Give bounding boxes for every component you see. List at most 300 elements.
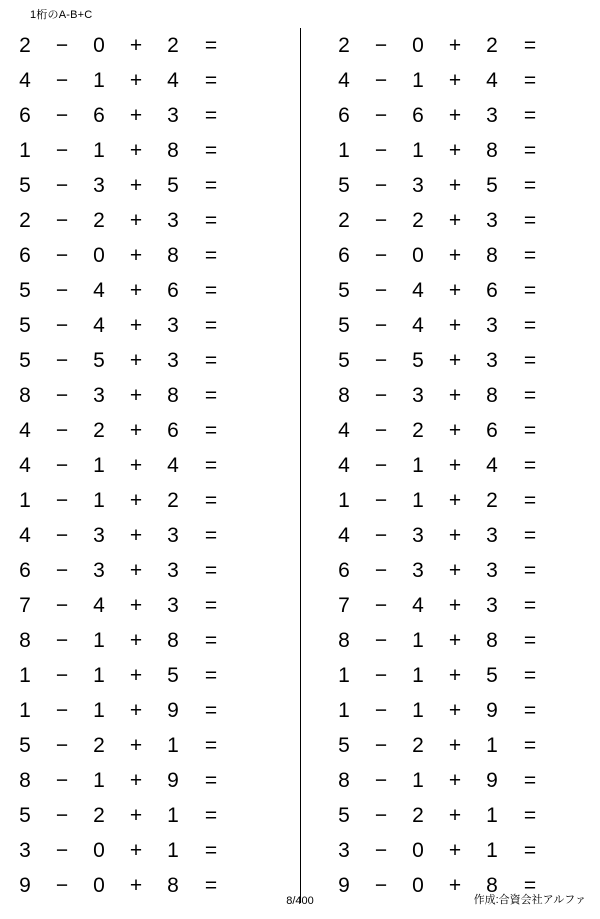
equals-operator-icon: = (523, 489, 537, 512)
minus-operator-icon: − (55, 839, 69, 862)
minus-operator-icon: − (374, 559, 388, 582)
operand-a: 6 (19, 244, 31, 267)
operand-c: 5 (167, 174, 179, 197)
equals-operator-icon: = (523, 734, 537, 757)
problem-row (301, 588, 600, 623)
plus-operator-icon: + (129, 279, 143, 302)
equals-operator-icon: = (523, 419, 537, 442)
plus-operator-icon: + (448, 279, 462, 302)
minus-operator-icon: − (55, 524, 69, 547)
operand-c: 1 (486, 839, 498, 862)
problem-row (301, 238, 600, 273)
operand-a: 4 (19, 454, 31, 477)
problem-list-right (301, 28, 600, 903)
operand-b: 1 (412, 664, 424, 687)
problem-row (301, 798, 600, 833)
operand-c: 1 (167, 804, 179, 827)
minus-operator-icon: − (374, 174, 388, 197)
minus-operator-icon: − (55, 559, 69, 582)
plus-operator-icon: + (129, 104, 143, 127)
plus-operator-icon: + (448, 524, 462, 547)
equals-operator-icon: = (204, 419, 218, 442)
minus-operator-icon: − (55, 349, 69, 372)
operand-b: 4 (93, 314, 105, 337)
operand-b: 4 (93, 279, 105, 302)
operand-b: 1 (93, 629, 105, 652)
problem-row (0, 833, 300, 868)
equals-operator-icon: = (204, 244, 218, 267)
minus-operator-icon: − (55, 419, 69, 442)
equals-operator-icon: = (523, 244, 537, 267)
equals-operator-icon: = (523, 454, 537, 477)
problem-row (301, 378, 600, 413)
problem-row (301, 98, 600, 133)
operand-c: 3 (486, 349, 498, 372)
operand-c: 5 (486, 664, 498, 687)
operand-c: 3 (167, 104, 179, 127)
problem-row (0, 378, 300, 413)
operand-b: 2 (93, 419, 105, 442)
problem-row (0, 448, 300, 483)
problem-row (0, 413, 300, 448)
plus-operator-icon: + (129, 139, 143, 162)
plus-operator-icon: + (448, 629, 462, 652)
plus-operator-icon: + (129, 839, 143, 862)
operand-a: 5 (338, 174, 350, 197)
operand-b: 3 (412, 384, 424, 407)
plus-operator-icon: + (129, 594, 143, 617)
operand-a: 4 (338, 454, 350, 477)
operand-c: 8 (167, 139, 179, 162)
problem-columns (0, 28, 600, 903)
minus-operator-icon: − (374, 69, 388, 92)
minus-operator-icon: − (374, 524, 388, 547)
plus-operator-icon: + (448, 139, 462, 162)
operand-a: 4 (338, 419, 350, 442)
operand-b: 3 (93, 524, 105, 547)
problem-row (0, 203, 300, 238)
minus-operator-icon: − (374, 734, 388, 757)
minus-operator-icon: − (374, 104, 388, 127)
plus-operator-icon: + (448, 594, 462, 617)
operand-a: 1 (19, 664, 31, 687)
minus-operator-icon: − (55, 489, 69, 512)
equals-operator-icon: = (204, 559, 218, 582)
operand-c: 3 (167, 524, 179, 547)
operand-b: 0 (412, 839, 424, 862)
minus-operator-icon: − (374, 209, 388, 232)
operand-c: 3 (167, 594, 179, 617)
operand-a: 1 (19, 139, 31, 162)
problem-row (0, 623, 300, 658)
operand-b: 1 (93, 69, 105, 92)
equals-operator-icon: = (204, 734, 218, 757)
operand-c: 4 (167, 454, 179, 477)
equals-operator-icon: = (523, 699, 537, 722)
equals-operator-icon: = (204, 699, 218, 722)
minus-operator-icon: − (374, 699, 388, 722)
operand-c: 2 (486, 489, 498, 512)
operand-b: 2 (412, 804, 424, 827)
minus-operator-icon: − (55, 139, 69, 162)
plus-operator-icon: + (448, 734, 462, 757)
problem-row (301, 63, 600, 98)
operand-c: 3 (486, 524, 498, 547)
operand-a: 1 (338, 699, 350, 722)
operand-c: 8 (167, 629, 179, 652)
operand-a: 4 (19, 69, 31, 92)
minus-operator-icon: − (374, 489, 388, 512)
plus-operator-icon: + (448, 419, 462, 442)
minus-operator-icon: − (374, 139, 388, 162)
equals-operator-icon: = (204, 489, 218, 512)
operand-c: 4 (167, 69, 179, 92)
equals-operator-icon: = (523, 139, 537, 162)
plus-operator-icon: + (448, 804, 462, 827)
problem-row (0, 518, 300, 553)
equals-operator-icon: = (204, 629, 218, 652)
operand-c: 9 (486, 769, 498, 792)
operand-b: 1 (93, 769, 105, 792)
equals-operator-icon: = (204, 524, 218, 547)
problem-row (0, 98, 300, 133)
minus-operator-icon: − (55, 699, 69, 722)
minus-operator-icon: − (55, 174, 69, 197)
problem-row (301, 518, 600, 553)
operand-b: 2 (412, 209, 424, 232)
operand-b: 6 (93, 104, 105, 127)
plus-operator-icon: + (129, 419, 143, 442)
plus-operator-icon: + (448, 244, 462, 267)
operand-c: 3 (486, 209, 498, 232)
operand-b: 2 (93, 734, 105, 757)
problem-row (301, 133, 600, 168)
plus-operator-icon: + (129, 489, 143, 512)
plus-operator-icon: + (129, 559, 143, 582)
operand-c: 8 (167, 244, 179, 267)
operand-b: 1 (412, 489, 424, 512)
equals-operator-icon: = (204, 874, 218, 897)
operand-a: 5 (338, 804, 350, 827)
equals-operator-icon: = (523, 174, 537, 197)
minus-operator-icon: − (374, 349, 388, 372)
minus-operator-icon: − (55, 594, 69, 617)
operand-c: 1 (167, 734, 179, 757)
plus-operator-icon: + (129, 664, 143, 687)
minus-operator-icon: − (374, 664, 388, 687)
operand-c: 4 (486, 454, 498, 477)
plus-operator-icon: + (129, 349, 143, 372)
minus-operator-icon: − (374, 769, 388, 792)
problem-row (0, 168, 300, 203)
plus-operator-icon: + (448, 104, 462, 127)
operand-a: 8 (338, 384, 350, 407)
problem-row (301, 658, 600, 693)
operand-a: 4 (19, 524, 31, 547)
operand-b: 1 (412, 769, 424, 792)
minus-operator-icon: − (55, 244, 69, 267)
problem-row (0, 343, 300, 378)
plus-operator-icon: + (129, 699, 143, 722)
plus-operator-icon: + (129, 524, 143, 547)
problem-row (301, 553, 600, 588)
operand-b: 1 (412, 69, 424, 92)
operand-c: 2 (167, 489, 179, 512)
operand-c: 3 (486, 594, 498, 617)
minus-operator-icon: − (374, 314, 388, 337)
problem-row (301, 413, 600, 448)
plus-operator-icon: + (448, 699, 462, 722)
problem-row (0, 763, 300, 798)
operand-b: 3 (412, 559, 424, 582)
operand-c: 4 (486, 69, 498, 92)
plus-operator-icon: + (129, 769, 143, 792)
plus-operator-icon: + (129, 209, 143, 232)
operand-b: 0 (412, 244, 424, 267)
operand-c: 2 (167, 34, 179, 57)
operand-a: 5 (19, 734, 31, 757)
operand-c: 8 (486, 139, 498, 162)
problem-column-left (0, 28, 300, 903)
operand-c: 2 (486, 34, 498, 57)
plus-operator-icon: + (448, 454, 462, 477)
operand-b: 0 (93, 874, 105, 897)
equals-operator-icon: = (523, 664, 537, 687)
operand-a: 5 (338, 734, 350, 757)
operand-c: 1 (486, 804, 498, 827)
operand-a: 8 (19, 384, 31, 407)
minus-operator-icon: − (374, 454, 388, 477)
plus-operator-icon: + (448, 174, 462, 197)
minus-operator-icon: − (55, 69, 69, 92)
equals-operator-icon: = (523, 559, 537, 582)
operand-a: 8 (19, 769, 31, 792)
equals-operator-icon: = (523, 384, 537, 407)
operand-a: 7 (338, 594, 350, 617)
problem-row (301, 483, 600, 518)
problem-row (301, 448, 600, 483)
equals-operator-icon: = (523, 804, 537, 827)
operand-b: 6 (412, 104, 424, 127)
operand-c: 3 (167, 559, 179, 582)
plus-operator-icon: + (448, 69, 462, 92)
equals-operator-icon: = (204, 69, 218, 92)
operand-b: 2 (93, 804, 105, 827)
operand-b: 1 (93, 139, 105, 162)
plus-operator-icon: + (129, 384, 143, 407)
operand-b: 1 (93, 664, 105, 687)
operand-b: 5 (412, 349, 424, 372)
problem-row (301, 203, 600, 238)
equals-operator-icon: = (523, 874, 537, 897)
operand-a: 5 (338, 349, 350, 372)
minus-operator-icon: − (55, 629, 69, 652)
operand-a: 5 (19, 279, 31, 302)
minus-operator-icon: − (374, 594, 388, 617)
minus-operator-icon: − (374, 839, 388, 862)
operand-a: 6 (19, 559, 31, 582)
equals-operator-icon: = (204, 804, 218, 827)
problem-row (0, 28, 300, 63)
operand-a: 5 (19, 174, 31, 197)
minus-operator-icon: − (55, 314, 69, 337)
equals-operator-icon: = (523, 104, 537, 127)
operand-c: 3 (486, 314, 498, 337)
plus-operator-icon: + (448, 559, 462, 582)
problem-column-right (300, 28, 600, 903)
operand-a: 2 (19, 34, 31, 57)
operand-b: 0 (93, 244, 105, 267)
minus-operator-icon: − (55, 454, 69, 477)
operand-a: 3 (19, 839, 31, 862)
problem-row (0, 238, 300, 273)
equals-operator-icon: = (523, 209, 537, 232)
plus-operator-icon: + (448, 489, 462, 512)
problem-row (301, 343, 600, 378)
plus-operator-icon: + (448, 314, 462, 337)
operand-a: 6 (19, 104, 31, 127)
problem-row (301, 693, 600, 728)
operand-c: 3 (167, 314, 179, 337)
equals-operator-icon: = (204, 349, 218, 372)
operand-b: 3 (412, 174, 424, 197)
operand-a: 4 (338, 524, 350, 547)
plus-operator-icon: + (448, 34, 462, 57)
operand-c: 8 (486, 244, 498, 267)
equals-operator-icon: = (523, 69, 537, 92)
problem-row (0, 483, 300, 518)
plus-operator-icon: + (448, 664, 462, 687)
operand-b: 3 (93, 384, 105, 407)
operand-b: 4 (412, 594, 424, 617)
problem-row (301, 308, 600, 343)
operand-b: 1 (412, 629, 424, 652)
operand-b: 0 (412, 34, 424, 57)
operand-c: 8 (486, 629, 498, 652)
problem-row (0, 728, 300, 763)
operand-a: 1 (338, 664, 350, 687)
minus-operator-icon: − (55, 279, 69, 302)
operand-c: 6 (486, 419, 498, 442)
operand-a: 5 (19, 804, 31, 827)
plus-operator-icon: + (129, 629, 143, 652)
problem-row (0, 63, 300, 98)
operand-b: 5 (93, 349, 105, 372)
operand-b: 0 (412, 874, 424, 897)
operand-c: 9 (486, 699, 498, 722)
operand-a: 4 (338, 69, 350, 92)
operand-c: 6 (167, 279, 179, 302)
operand-a: 2 (338, 34, 350, 57)
minus-operator-icon: − (374, 874, 388, 897)
equals-operator-icon: = (523, 839, 537, 862)
operand-c: 8 (486, 384, 498, 407)
operand-b: 1 (412, 454, 424, 477)
minus-operator-icon: − (55, 34, 69, 57)
problem-row (301, 833, 600, 868)
operand-c: 3 (486, 104, 498, 127)
page-title: 1桁のA-B+C (30, 9, 93, 21)
operand-b: 4 (412, 279, 424, 302)
plus-operator-icon: + (129, 314, 143, 337)
problem-row (0, 273, 300, 308)
equals-operator-icon: = (204, 139, 218, 162)
equals-operator-icon: = (523, 629, 537, 652)
equals-operator-icon: = (204, 34, 218, 57)
operand-b: 2 (93, 209, 105, 232)
operand-a: 8 (338, 769, 350, 792)
problem-row (301, 168, 600, 203)
minus-operator-icon: − (55, 384, 69, 407)
operand-c: 8 (167, 384, 179, 407)
minus-operator-icon: − (374, 419, 388, 442)
plus-operator-icon: + (129, 454, 143, 477)
operand-b: 4 (412, 314, 424, 337)
operand-c: 3 (486, 559, 498, 582)
problem-row (0, 308, 300, 343)
minus-operator-icon: − (55, 769, 69, 792)
plus-operator-icon: + (448, 384, 462, 407)
problem-row (301, 28, 600, 63)
operand-b: 1 (93, 699, 105, 722)
problem-row (301, 623, 600, 658)
problem-list-left (0, 28, 300, 903)
problem-row (0, 693, 300, 728)
minus-operator-icon: − (55, 734, 69, 757)
minus-operator-icon: − (374, 804, 388, 827)
minus-operator-icon: − (55, 104, 69, 127)
operand-a: 8 (338, 629, 350, 652)
operand-a: 5 (19, 314, 31, 337)
operand-c: 5 (167, 664, 179, 687)
minus-operator-icon: − (374, 244, 388, 267)
operand-a: 2 (338, 209, 350, 232)
minus-operator-icon: − (55, 209, 69, 232)
equals-operator-icon: = (204, 314, 218, 337)
operand-a: 7 (19, 594, 31, 617)
equals-operator-icon: = (523, 769, 537, 792)
page-number: 8/400 (286, 895, 314, 907)
problem-row (301, 273, 600, 308)
operand-a: 3 (338, 839, 350, 862)
operand-b: 0 (93, 34, 105, 57)
minus-operator-icon: − (374, 34, 388, 57)
equals-operator-icon: = (204, 454, 218, 477)
plus-operator-icon: + (129, 734, 143, 757)
minus-operator-icon: − (374, 629, 388, 652)
equals-operator-icon: = (523, 349, 537, 372)
minus-operator-icon: − (55, 664, 69, 687)
equals-operator-icon: = (204, 769, 218, 792)
equals-operator-icon: = (204, 174, 218, 197)
problem-row (0, 553, 300, 588)
equals-operator-icon: = (204, 664, 218, 687)
operand-c: 8 (167, 874, 179, 897)
operand-a: 5 (19, 349, 31, 372)
equals-operator-icon: = (523, 279, 537, 302)
operand-b: 4 (93, 594, 105, 617)
plus-operator-icon: + (129, 244, 143, 267)
minus-operator-icon: − (55, 874, 69, 897)
operand-a: 9 (338, 874, 350, 897)
plus-operator-icon: + (129, 804, 143, 827)
problem-row (0, 133, 300, 168)
operand-a: 2 (19, 209, 31, 232)
equals-operator-icon: = (204, 279, 218, 302)
operand-a: 1 (19, 489, 31, 512)
operand-b: 1 (412, 699, 424, 722)
plus-operator-icon: + (448, 874, 462, 897)
